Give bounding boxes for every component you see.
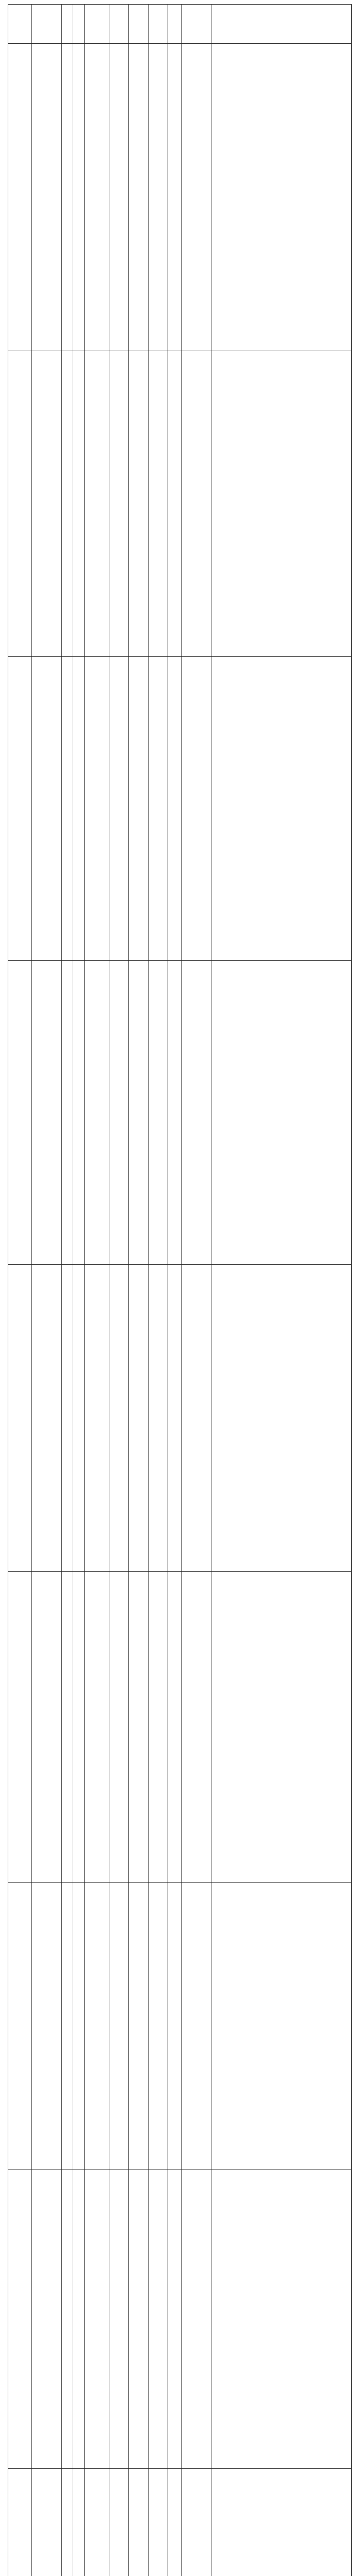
- cell-honors: [182, 350, 211, 657]
- table-row: [8, 350, 352, 657]
- cell-party: [109, 1883, 129, 2170]
- cell-education: [129, 2469, 149, 2576]
- cell-name: [8, 961, 32, 1265]
- cell-title: [149, 1265, 168, 1572]
- table-row: [8, 44, 352, 350]
- cell-education: [129, 961, 149, 1265]
- cell-birth: [85, 1572, 109, 1883]
- cell-recommend: [168, 1883, 182, 2170]
- table-row: [8, 1883, 352, 2170]
- cell-title: [149, 961, 168, 1265]
- cell-title: [149, 1572, 168, 1883]
- cell-party: [109, 1265, 129, 1572]
- cell-recommend: [168, 657, 182, 961]
- cell-title: [149, 44, 168, 350]
- header-recommend: [168, 5, 182, 44]
- cell-ethnicity: [73, 2469, 85, 2576]
- cell-birth: [85, 1265, 109, 1572]
- cell-ethnicity: [73, 350, 85, 657]
- cell-title: [149, 1883, 168, 2170]
- cell-unit-title: [32, 44, 62, 350]
- cell-ethnicity: [73, 1265, 85, 1572]
- cell-unit-title: [32, 2170, 62, 2469]
- cell-party: [109, 1572, 129, 1883]
- cell-party: [109, 350, 129, 657]
- cell-unit-title: [32, 1265, 62, 1572]
- header-honors: [182, 5, 211, 44]
- cell-unit-title: [32, 961, 62, 1265]
- cell-deeds: [211, 657, 352, 961]
- cell-name: [8, 2170, 32, 2469]
- cell-party: [109, 2170, 129, 2469]
- header-row: [8, 5, 352, 44]
- header-name: [8, 5, 32, 44]
- cell-party: [109, 657, 129, 961]
- cell-gender: [62, 1572, 73, 1883]
- cell-honors: [182, 2469, 211, 2576]
- cell-education: [129, 657, 149, 961]
- header-birth: [85, 5, 109, 44]
- cell-gender: [62, 1265, 73, 1572]
- cell-gender: [62, 1883, 73, 2170]
- table-row: [8, 657, 352, 961]
- cell-gender: [62, 2170, 73, 2469]
- cell-unit-title: [32, 350, 62, 657]
- cell-honors: [182, 1265, 211, 1572]
- cell-ethnicity: [73, 2170, 85, 2469]
- cell-ethnicity: [73, 1572, 85, 1883]
- cell-recommend: [168, 350, 182, 657]
- cell-unit-title: [32, 657, 62, 961]
- header-education: [129, 5, 149, 44]
- cell-birth: [85, 657, 109, 961]
- cell-party: [109, 44, 129, 350]
- cell-recommend: [168, 961, 182, 1265]
- cell-title: [149, 2469, 168, 2576]
- cell-name: [8, 1883, 32, 2170]
- cell-recommend: [168, 2170, 182, 2469]
- cell-title: [149, 350, 168, 657]
- cell-gender: [62, 350, 73, 657]
- cell-honors: [182, 961, 211, 1265]
- cell-name: [8, 657, 32, 961]
- cell-ethnicity: [73, 44, 85, 350]
- cell-recommend: [168, 1572, 182, 1883]
- cell-name: [8, 1265, 32, 1572]
- header-party: [109, 5, 129, 44]
- header-ethnicity: [73, 5, 85, 44]
- cell-recommend: [168, 1265, 182, 1572]
- cell-recommend: [168, 2469, 182, 2576]
- header-unit-title: [32, 5, 62, 44]
- cell-birth: [85, 1883, 109, 2170]
- cell-birth: [85, 44, 109, 350]
- cell-education: [129, 2170, 149, 2469]
- cell-title: [149, 2170, 168, 2469]
- cell-birth: [85, 961, 109, 1265]
- table-row: [8, 1572, 352, 1883]
- cell-honors: [182, 1572, 211, 1883]
- cell-education: [129, 44, 149, 350]
- cell-title: [149, 657, 168, 961]
- cell-gender: [62, 961, 73, 1265]
- cell-ethnicity: [73, 657, 85, 961]
- cell-birth: [85, 2469, 109, 2576]
- cell-ethnicity: [73, 961, 85, 1265]
- cell-birth: [85, 350, 109, 657]
- cell-deeds: [211, 350, 352, 657]
- cell-deeds: [211, 1883, 352, 2170]
- cell-education: [129, 1883, 149, 2170]
- cell-unit-title: [32, 2469, 62, 2576]
- header-gender: [62, 5, 73, 44]
- header-deeds: [211, 5, 352, 44]
- cell-deeds: [211, 1572, 352, 1883]
- cell-name: [8, 2469, 32, 2576]
- cell-education: [129, 1572, 149, 1883]
- table-body: [8, 44, 352, 2576]
- cell-deeds: [211, 961, 352, 1265]
- table-row: [8, 1265, 352, 1572]
- cell-birth: [85, 2170, 109, 2469]
- table-row: [8, 2170, 352, 2469]
- cell-honors: [182, 2170, 211, 2469]
- cell-honors: [182, 1883, 211, 2170]
- cell-name: [8, 44, 32, 350]
- cell-education: [129, 1265, 149, 1572]
- cell-unit-title: [32, 1572, 62, 1883]
- cell-recommend: [168, 44, 182, 350]
- cell-ethnicity: [73, 1883, 85, 2170]
- cell-honors: [182, 44, 211, 350]
- candidate-table: [8, 4, 352, 2576]
- cell-gender: [62, 657, 73, 961]
- cell-unit-title: [32, 1883, 62, 2170]
- cell-party: [109, 2469, 129, 2576]
- cell-party: [109, 961, 129, 1265]
- cell-deeds: [211, 2469, 352, 2576]
- cell-deeds: [211, 44, 352, 350]
- cell-name: [8, 1572, 32, 1883]
- cell-gender: [62, 44, 73, 350]
- cell-education: [129, 350, 149, 657]
- cell-honors: [182, 657, 211, 961]
- table-row: [8, 2469, 352, 2576]
- cell-deeds: [211, 1265, 352, 1572]
- table-row: [8, 961, 352, 1265]
- cell-deeds: [211, 2170, 352, 2469]
- cell-name: [8, 350, 32, 657]
- header-title: [149, 5, 168, 44]
- cell-gender: [62, 2469, 73, 2576]
